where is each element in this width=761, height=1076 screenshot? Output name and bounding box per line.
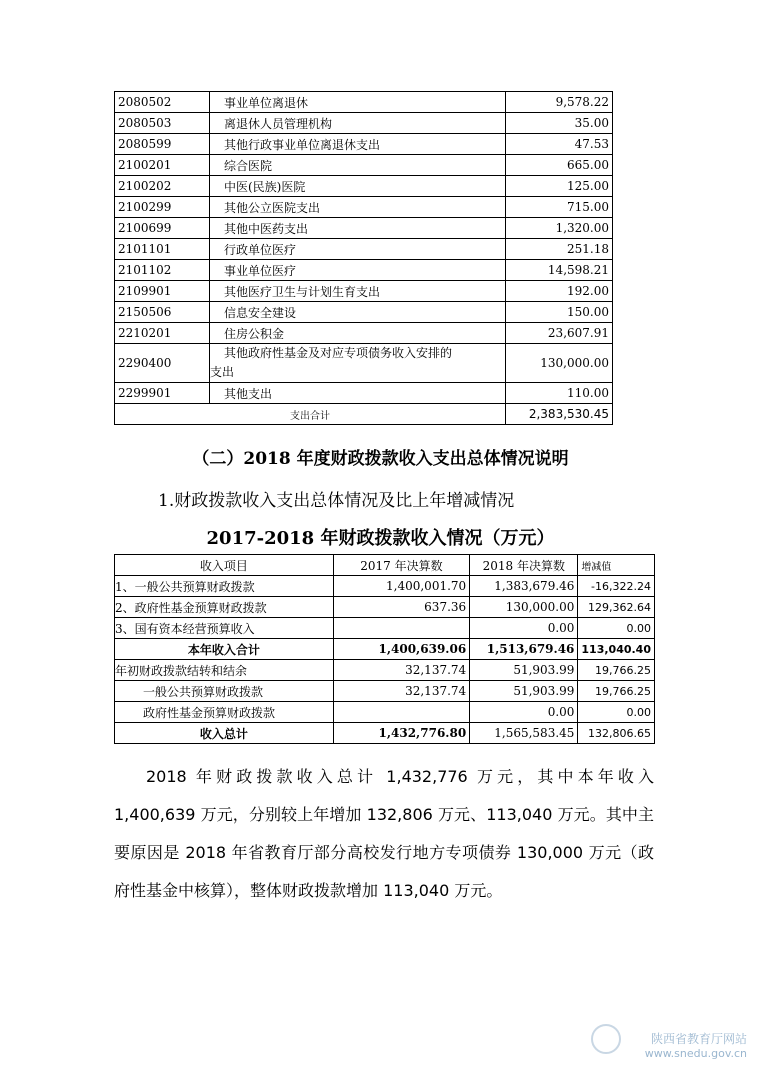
watermark-site-name: 陕西省教育厅网站 — [650, 1032, 747, 1046]
row-name: 事业单位医疗 — [210, 260, 506, 281]
row-2018: 51,903.99 — [470, 660, 578, 681]
income-table-title: 2017-2018 年财政拨款收入情况（万元） — [206, 528, 555, 549]
row-amount: 192.00 — [506, 281, 613, 302]
row-name — [210, 344, 506, 383]
table-row — [115, 344, 613, 383]
row-code: 2100699 — [115, 218, 210, 239]
table-row — [115, 113, 613, 134]
row-code: 2101101 — [115, 239, 210, 260]
row-code: 2080599 — [115, 134, 210, 155]
row-code: 2109901 — [115, 281, 210, 302]
row-change: 0.00 — [578, 702, 655, 723]
row-code: 2100201 — [115, 155, 210, 176]
row-amount: 125.00 — [506, 176, 613, 197]
row-name: 其他支出 — [210, 383, 506, 404]
row-2017: 1,400,639.06 — [333, 639, 469, 660]
row-code: 2100202 — [115, 176, 210, 197]
row-change: 19,766.25 — [578, 660, 655, 681]
header-2018: 2018 年决算数 — [470, 555, 578, 576]
row-name: 其他公立医院支出 — [210, 197, 506, 218]
row-amount: 251.18 — [506, 239, 613, 260]
row-amount: 23,607.91 — [506, 323, 613, 344]
table-row — [115, 660, 655, 681]
row-2017 — [333, 702, 469, 723]
watermark — [645, 1030, 747, 1060]
table-row — [115, 383, 613, 404]
row-name: 信息安全建设 — [210, 302, 506, 323]
row-change: 132,806.65 — [578, 723, 655, 744]
row-amount: 130,000.00 — [506, 344, 613, 383]
row-item: 2、政府性基金预算财政拨款 — [115, 597, 334, 618]
row-amount: 47.53 — [506, 134, 613, 155]
row-code: 2210201 — [115, 323, 210, 344]
header-change: 增减值 — [578, 555, 655, 576]
row-2018: 1,565,583.45 — [470, 723, 578, 744]
table-row — [115, 618, 655, 639]
row-name: 其他中医药支出 — [210, 218, 506, 239]
row-amount: 110.00 — [506, 383, 613, 404]
table-row — [115, 260, 613, 281]
row-2017: 1,432,776.80 — [333, 723, 469, 744]
table-row — [115, 302, 613, 323]
row-2018: 0.00 — [470, 618, 578, 639]
row-amount: 1,320.00 — [506, 218, 613, 239]
row-change: 113,040.40 — [578, 639, 655, 660]
table-row — [115, 281, 613, 302]
row-amount: 665.00 — [506, 155, 613, 176]
table-row-total — [115, 404, 613, 425]
total-amount: 2,383,530.45 — [506, 404, 613, 425]
table-row — [115, 597, 655, 618]
row-2018: 0.00 — [470, 702, 578, 723]
row-code: 2290400 — [115, 344, 210, 383]
row-item: 1、一般公共预算财政拨款 — [115, 576, 334, 597]
row-amount: 9,578.22 — [506, 92, 613, 113]
row-item: 政府性基金预算财政拨款 — [115, 702, 334, 723]
row-code: 2150506 — [115, 302, 210, 323]
row-name-line2: 支出 — [210, 365, 235, 379]
row-name: 住房公积金 — [210, 323, 506, 344]
table-row — [115, 155, 613, 176]
table-row — [115, 197, 613, 218]
expense-table — [114, 91, 613, 425]
row-item: 一般公共预算财政拨款 — [115, 681, 334, 702]
row-2018: 130,000.00 — [470, 597, 578, 618]
table-row-subtotal — [115, 639, 655, 660]
row-name: 中医(民族)医院 — [210, 176, 506, 197]
row-code: 2080503 — [115, 113, 210, 134]
total-label: 支出合计 — [115, 404, 506, 425]
table-row — [115, 92, 613, 113]
income-table-header — [115, 555, 655, 576]
row-code: 2080502 — [115, 92, 210, 113]
row-name: 综合医院 — [210, 155, 506, 176]
summary-paragraph — [114, 758, 654, 910]
watermark-url: www.snedu.gov.cn — [644, 1047, 747, 1060]
table-row — [115, 323, 613, 344]
table-row — [115, 576, 655, 597]
table-row — [115, 134, 613, 155]
row-change: -16,322.24 — [578, 576, 655, 597]
table-row-total — [115, 723, 655, 744]
table-row — [115, 218, 613, 239]
row-name: 离退休人员管理机构 — [210, 113, 506, 134]
row-2017 — [333, 618, 469, 639]
row-item: 本年收入合计 — [115, 639, 334, 660]
income-table — [114, 554, 655, 744]
row-change: 19,766.25 — [578, 681, 655, 702]
row-code: 2101102 — [115, 260, 210, 281]
row-2018: 1,513,679.46 — [470, 639, 578, 660]
row-amount: 35.00 — [506, 113, 613, 134]
row-code: 2299901 — [115, 383, 210, 404]
row-item: 年初财政拨款结转和结余 — [115, 660, 334, 681]
table-row — [115, 239, 613, 260]
table-row — [115, 681, 655, 702]
row-2018: 1,383,679.46 — [470, 576, 578, 597]
row-amount: 14,598.21 — [506, 260, 613, 281]
row-item: 收入总计 — [115, 723, 334, 744]
row-name: 其他医疗卫生与计划生育支出 — [210, 281, 506, 302]
row-2017: 637.36 — [333, 597, 469, 618]
row-name: 行政单位医疗 — [210, 239, 506, 260]
row-code: 2100299 — [115, 197, 210, 218]
row-change: 129,362.64 — [578, 597, 655, 618]
table-row — [115, 702, 655, 723]
header-item: 收入项目 — [115, 555, 334, 576]
row-amount: 715.00 — [506, 197, 613, 218]
row-2017: 1,400,001.70 — [333, 576, 469, 597]
row-name: 其他行政事业单位离退休支出 — [210, 134, 506, 155]
header-2017: 2017 年决算数 — [333, 555, 469, 576]
row-name-line1: 其他政府性基金及对应专项债务收入安排的 — [224, 346, 453, 360]
section-heading: （二）2018 年度财政拨款收入支出总体情况说明 — [192, 449, 569, 469]
summary-text: 2018 年财政拨款收入总计 1,432,776 万元，其中本年收入 1,400,639 万元，分别较上年增加 132,806 万元、113,040 万元。其中主要原因是 2018 年省教育厅部分高校发行地方专项债券 130,000 万元（政府性基金中核算），整体财政拨款增加 113,040 万元。 — [114, 767, 654, 900]
table-row — [115, 176, 613, 197]
row-change: 0.00 — [578, 618, 655, 639]
row-2017: 32,137.74 — [333, 660, 469, 681]
row-2017: 32,137.74 — [333, 681, 469, 702]
row-name: 事业单位离退休 — [210, 92, 506, 113]
row-2018: 51,903.99 — [470, 681, 578, 702]
row-item: 3、国有资本经营预算收入 — [115, 618, 334, 639]
watermark-logo — [591, 1024, 621, 1054]
row-amount: 150.00 — [506, 302, 613, 323]
subsection-heading: 1.财政拨款收入支出总体情况及比上年增减情况 — [158, 491, 515, 511]
